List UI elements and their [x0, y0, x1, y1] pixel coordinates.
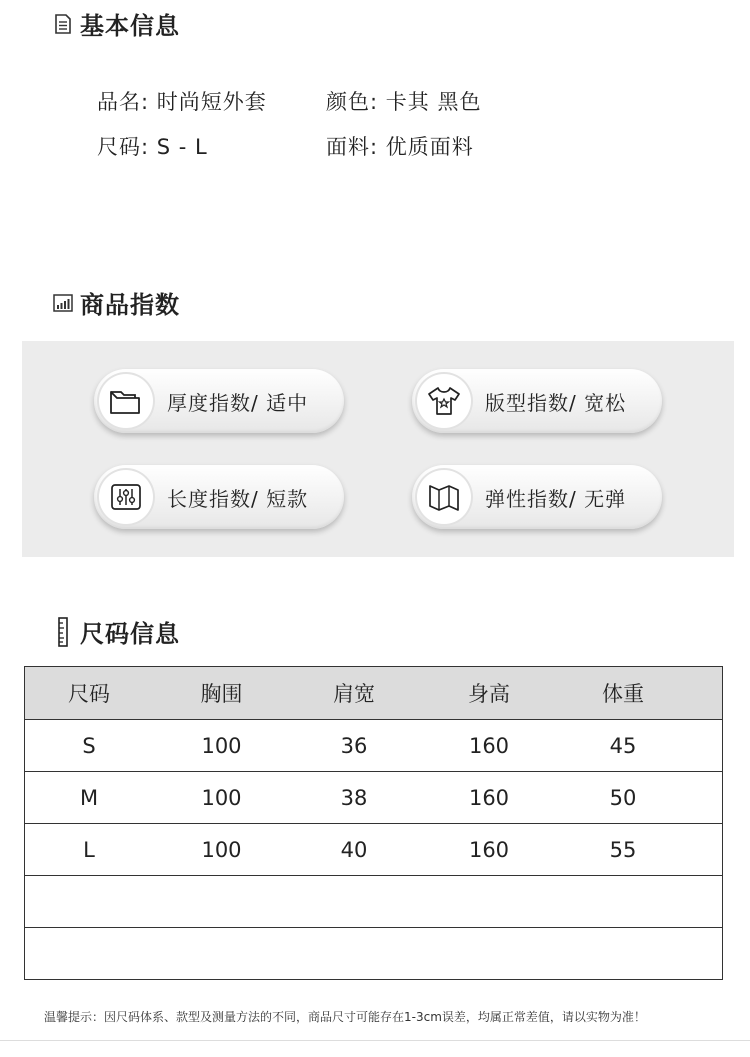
fabric-row — [326, 131, 474, 161]
size-table — [24, 666, 723, 980]
cell: 50 — [560, 772, 686, 824]
cell: 100 — [153, 720, 290, 772]
product-index-title-text: 商品指数 — [80, 291, 180, 319]
thickness-index-pill — [94, 369, 344, 433]
cell: 40 — [290, 824, 418, 876]
cell-spacer — [686, 824, 723, 876]
stretch-icon — [417, 470, 471, 524]
color-row — [326, 86, 481, 116]
cell: L — [25, 824, 154, 876]
fabric-label: 面料: — [326, 135, 379, 159]
cell — [153, 876, 290, 928]
bottom-divider — [0, 1040, 750, 1041]
folder-icon — [99, 374, 153, 428]
size-note: 温馨提示：因尺码体系、款型及测量方法的不同，商品尺寸可能存在1-3cm误差，均属正常差值，请以实物为准！ — [44, 1010, 646, 1024]
product-name-value: 时尚短外套 — [156, 90, 267, 114]
ruler-icon — [52, 621, 74, 643]
cell: 100 — [153, 824, 290, 876]
cell — [25, 928, 154, 980]
table-row — [25, 772, 723, 824]
elasticity-index-label: 弹性指数/ 无弹 — [485, 486, 627, 511]
header-height: 身高 — [418, 667, 560, 720]
cell-spacer — [686, 876, 723, 928]
thickness-index-label: 厚度指数/ 适中 — [167, 390, 309, 415]
size-label: 尺码: — [97, 135, 150, 159]
product-index-title — [52, 285, 180, 320]
header-size: 尺码 — [25, 667, 154, 720]
cell: 160 — [418, 824, 560, 876]
cell: 100 — [153, 772, 290, 824]
header-spacer — [686, 667, 723, 720]
length-index-label: 长度指数/ 短款 — [167, 486, 309, 511]
length-index-pill — [94, 465, 344, 529]
table-row — [25, 876, 723, 928]
cell: 45 — [560, 720, 686, 772]
cell-spacer — [686, 928, 723, 980]
header-shoulder: 肩宽 — [290, 667, 418, 720]
cell — [290, 928, 418, 980]
size-row — [97, 131, 208, 161]
cell — [418, 928, 560, 980]
cell — [418, 876, 560, 928]
cell — [560, 928, 686, 980]
fit-index-pill — [412, 369, 662, 433]
cell — [25, 876, 154, 928]
table-header-row — [25, 667, 723, 720]
cell — [290, 876, 418, 928]
size-info-title — [52, 614, 180, 649]
product-name-row — [97, 86, 267, 116]
header-chest: 胸围 — [153, 667, 290, 720]
elasticity-index-pill — [412, 465, 662, 529]
table-row — [25, 928, 723, 980]
table-row — [25, 824, 723, 876]
tshirt-icon — [417, 374, 471, 428]
size-info-title-text: 尺码信息 — [80, 620, 180, 648]
cell: 38 — [290, 772, 418, 824]
index-panel — [22, 341, 734, 557]
basic-info-title — [52, 6, 180, 41]
cell: M — [25, 772, 154, 824]
color-value: 卡其 黑色 — [385, 90, 482, 114]
bar-chart-icon — [52, 292, 74, 314]
cell-spacer — [686, 772, 723, 824]
color-label: 颜色: — [326, 90, 379, 114]
fabric-value: 优质面料 — [385, 135, 474, 159]
basic-info-title-text: 基本信息 — [80, 12, 180, 40]
table-row — [25, 720, 723, 772]
product-name-label: 品名: — [97, 90, 150, 114]
cell: 160 — [418, 772, 560, 824]
sliders-icon — [99, 470, 153, 524]
cell: 36 — [290, 720, 418, 772]
size-value: S - L — [156, 135, 208, 159]
cell — [153, 928, 290, 980]
cell: S — [25, 720, 154, 772]
document-icon — [52, 13, 74, 35]
fit-index-label: 版型指数/ 宽松 — [485, 390, 627, 415]
cell — [560, 876, 686, 928]
header-weight: 体重 — [560, 667, 686, 720]
cell-spacer — [686, 720, 723, 772]
cell: 55 — [560, 824, 686, 876]
cell: 160 — [418, 720, 560, 772]
